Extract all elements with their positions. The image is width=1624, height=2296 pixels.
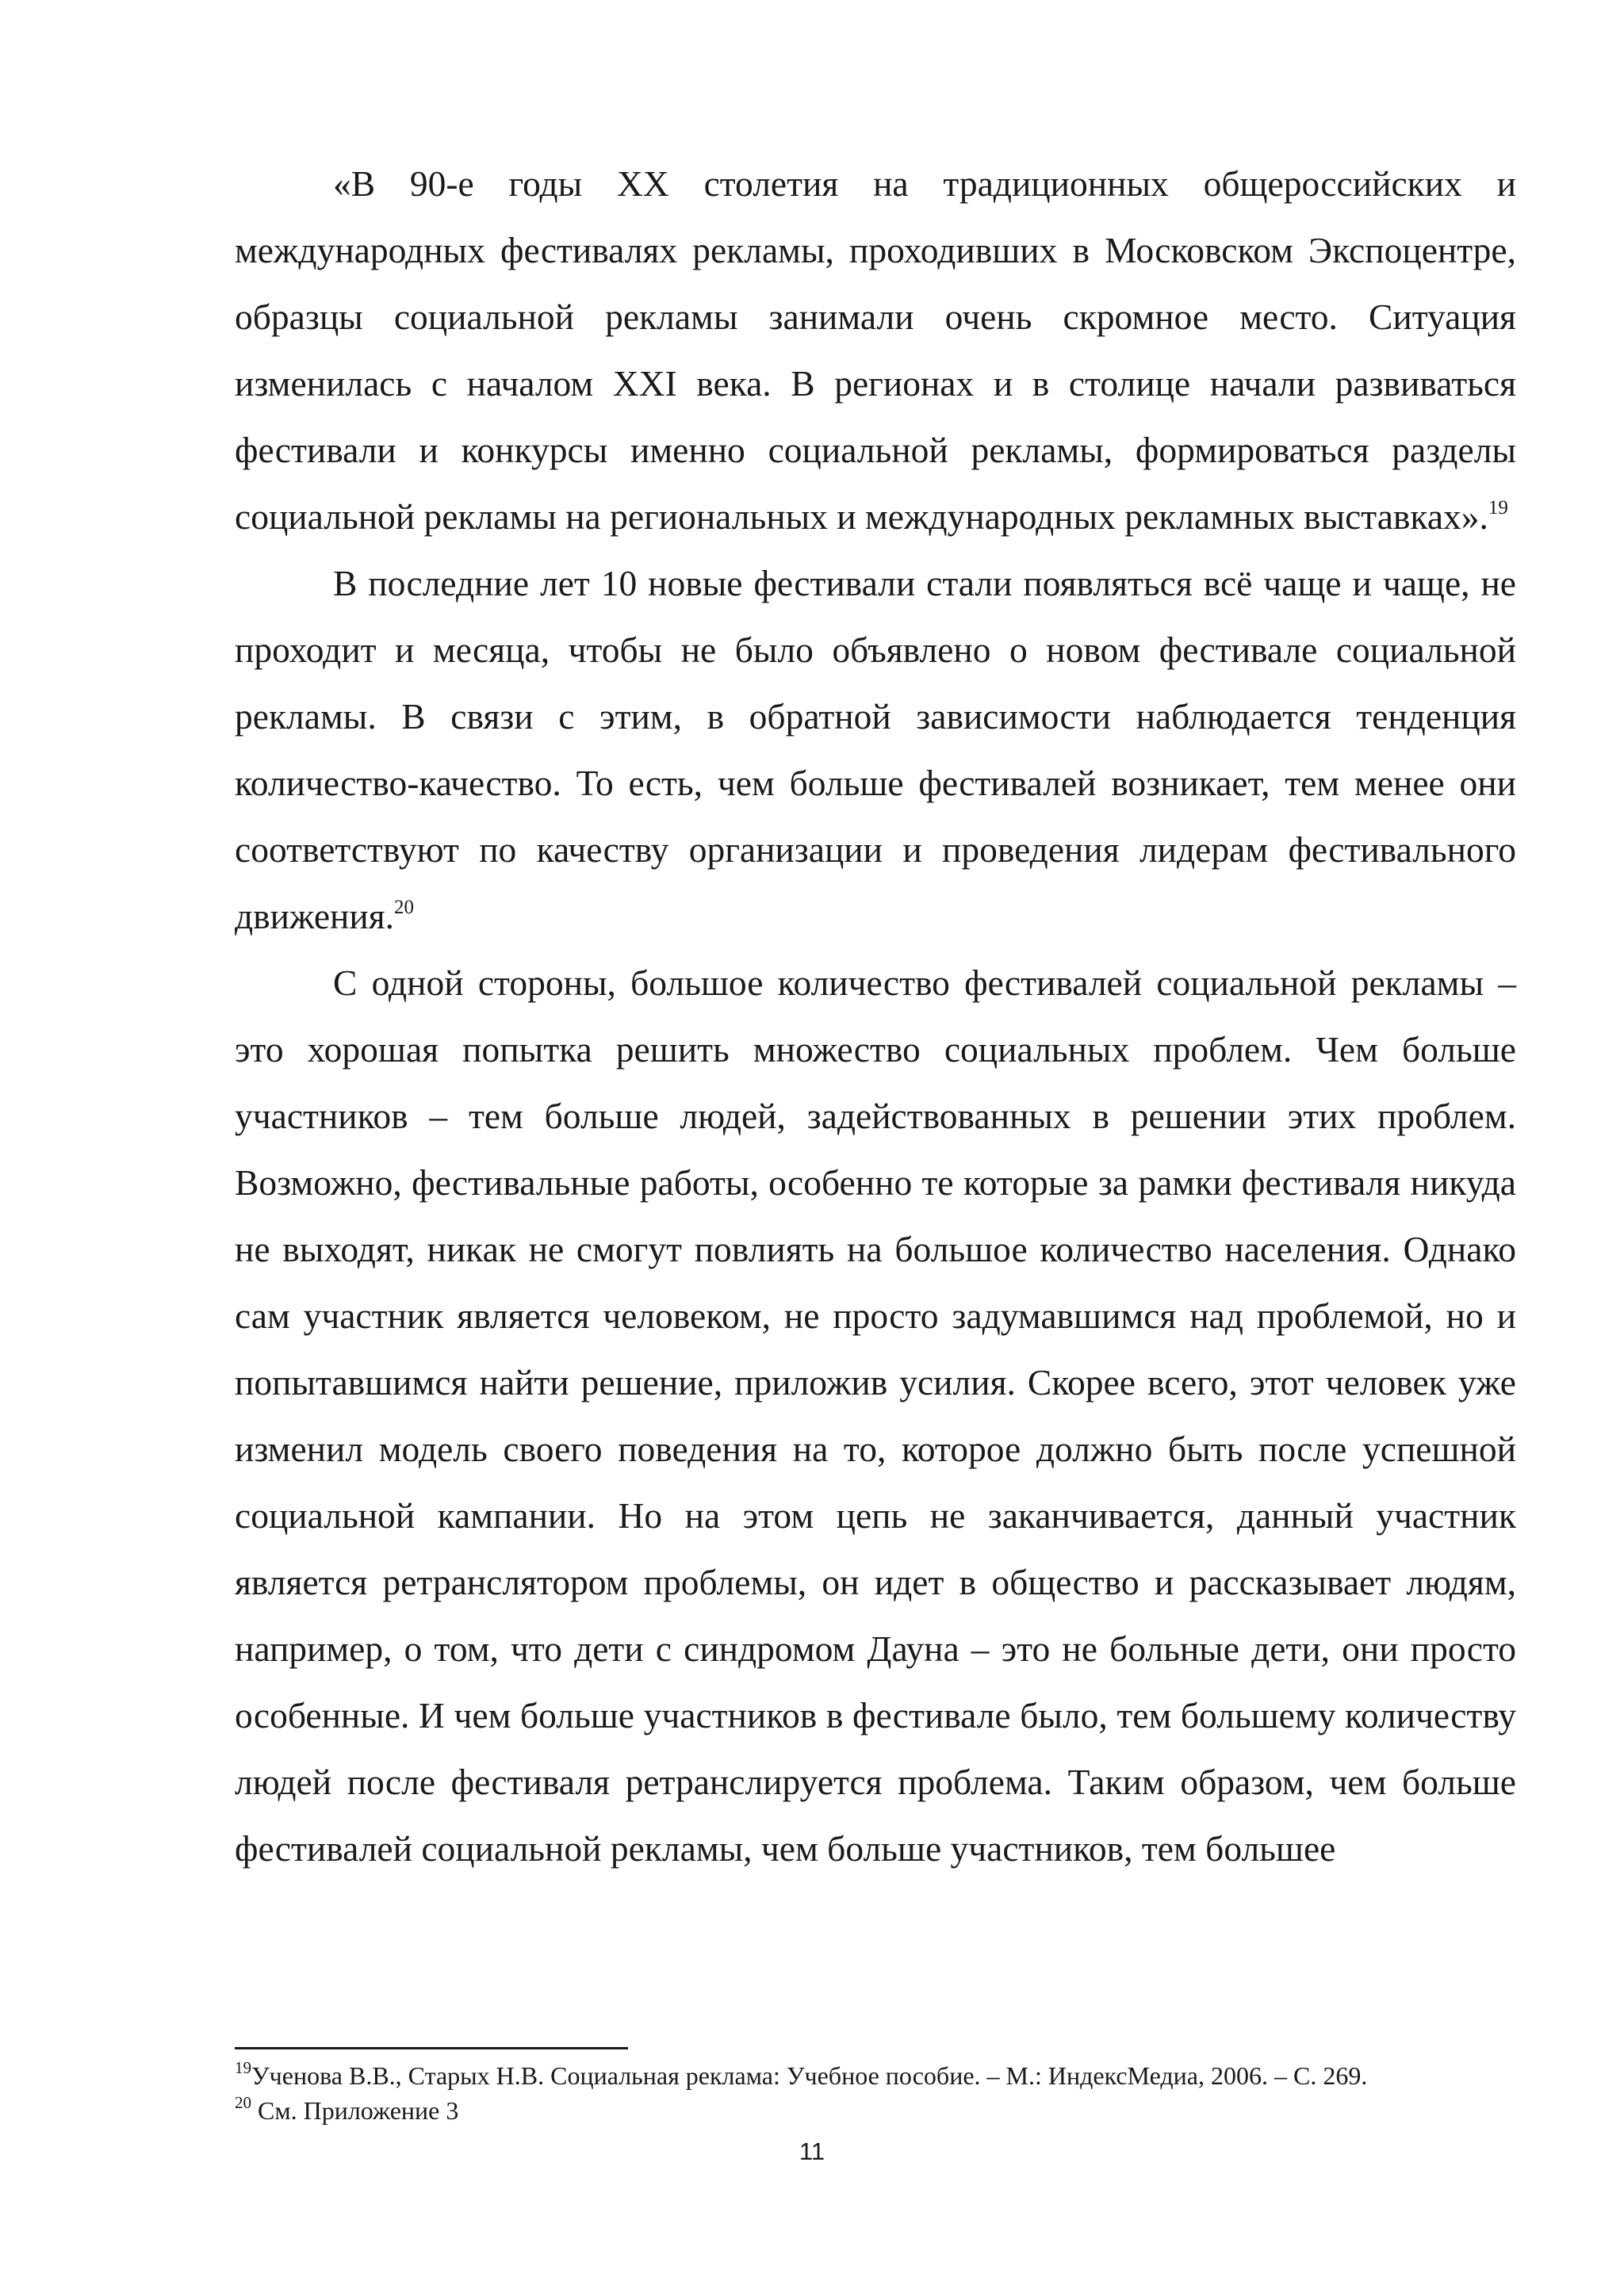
footnote-ref-19: 19: [1488, 496, 1508, 519]
footnote-mark-20: 20: [235, 2093, 251, 2113]
footnote-separator: [235, 2047, 628, 2049]
footnote-19: [235, 2058, 1516, 2093]
page-number: 11: [799, 2137, 825, 2165]
paragraph-3: [235, 950, 1516, 1882]
footnote-mark-19: 19: [235, 2058, 251, 2078]
footnote-20: [235, 2093, 1516, 2128]
body-text: [235, 151, 1516, 1882]
footnotes: [235, 2058, 1516, 2128]
footnote-19-text: Ученова В.В., Старых Н.В. Социальная реклама: Учебное пособие. – М.: ИндексМедиа, 2006. – С. 269.: [251, 2061, 1368, 2090]
paragraph-3-text: С одной стороны, большое количество фестивалей социальной рекламы – это хорошая попытка решить множество социальных проблем. Чем больше участников – тем больше людей, задействованных в решении этих проблем. Возможно, фестивальные работы, особенно те которые за рамки фестиваля никуда не выходят, никак не смогут повлиять на большое количество населения. Однако сам участник является человеком, не просто задумавшимся над проблемой, но и попытавшимся найти решение, приложив усилия. Скорее всего, этот человек уже изменил модель своего поведения на то, которое должно быть после успешной социальной кампании. Но на этом цепь не заканчивается, данный участник является ретранслятором проблемы, он идет в общество и рассказывает людям, например, о том, что дети с синдромом Дауна – это не больные дети, они просто особенные. И чем больше участников в фестивале было, тем большему количеству людей после фестиваля ретранслируется проблема. Таким образом, чем больше фестивалей социальной рекламы, чем больше участников, тем большее: [235, 962, 1516, 1869]
footnote-ref-20: 20: [394, 896, 415, 918]
paragraph-2-text: В последние лет 10 новые фестивали стали появляться всё чаще и чаще, не проходит и месяца, чтобы не было объявлено о новом фестивале социальной рекламы. В связи с этим, в обратной зависимости наблюдается тенденция количество-качество. То есть, чем больше фестивалей возникает, тем менее они соответствуют по качеству организации и проведения лидерам фестивального движения.: [235, 563, 1516, 936]
footnote-20-text: См. Приложение 3: [251, 2096, 459, 2125]
paragraph-2: [235, 550, 1516, 950]
paragraph-1: [235, 151, 1516, 550]
paragraph-1-text: «В 90-е годы XX столетия на традиционных общероссийских и международных фестивалях рекламы, проходивших в Московском Экспоцентре, образцы социальной рекламы занимали очень скромное место. Ситуация изменилась с началом XXI века. В регионах и в столице начали развиваться фестивали и конкурсы именно социальной рекламы, формироваться разделы социальной рекламы на региональных и международных рекламных выставках».: [235, 163, 1516, 537]
